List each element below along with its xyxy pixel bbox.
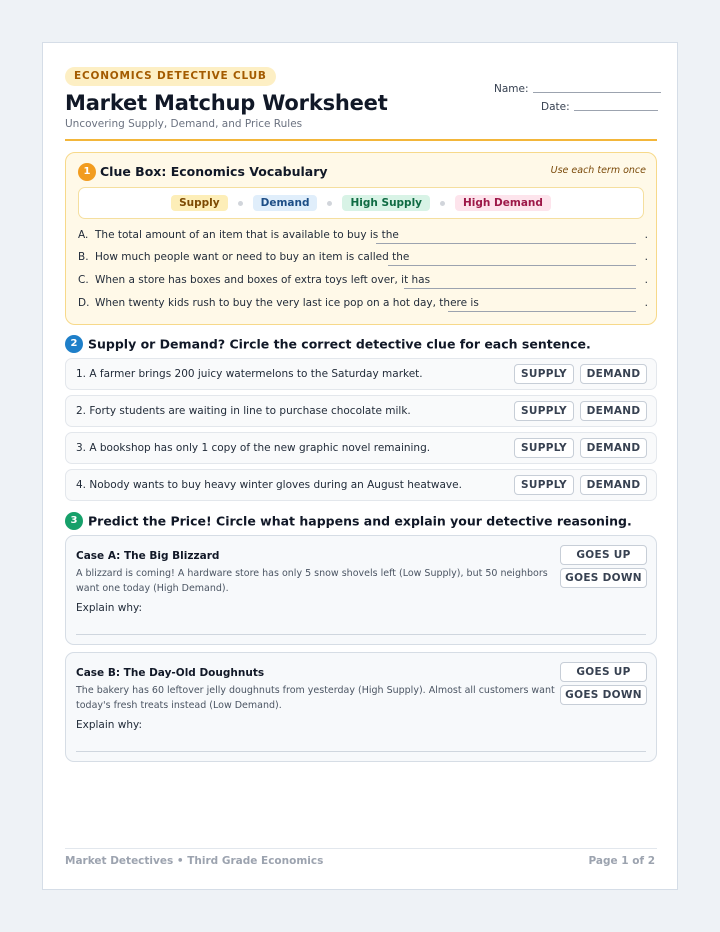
step-number-1: 1	[78, 163, 96, 181]
question-text: 3. A bookshop has only 1 copy of the new graphic novel remaining.	[76, 442, 431, 454]
case-card-b	[65, 652, 657, 762]
vocab-item-c	[78, 274, 648, 290]
vocab-end: .	[644, 297, 648, 309]
date-line[interactable]	[574, 110, 658, 111]
question-text: 2. Forty students are waiting in line to purchase chocolate milk.	[76, 405, 411, 417]
case-description: A blizzard is coming! A hardware store has only 5 snow shovels left (Low Supply), but 50 neighbors want one today (High Demand).	[76, 568, 548, 594]
name-line[interactable]	[533, 92, 661, 93]
vocab-end: .	[644, 251, 648, 263]
case-title: Case B: The Day-Old Doughnuts	[76, 667, 265, 679]
supply-choice[interactable]: SUPPLY	[514, 364, 574, 384]
footer-credit: Market Detectives • Third Grade Economics	[65, 855, 324, 867]
term-demand: Demand	[253, 195, 318, 211]
question-row	[65, 358, 657, 390]
vocab-letter: D.	[78, 297, 90, 309]
supply-choice[interactable]: SUPPLY	[514, 401, 574, 421]
separator-dot	[238, 201, 243, 206]
page-number: Page 1 of 2	[588, 855, 655, 867]
date-field[interactable]	[541, 101, 658, 113]
vocab-text: How much people want or need to buy an item is called the	[95, 251, 410, 263]
vocab-text: The total amount of an item that is available to buy is the	[95, 229, 399, 241]
vocab-end: .	[644, 274, 648, 286]
date-label: Date:	[541, 101, 570, 113]
goes-down-choice[interactable]: GOES DOWN	[560, 568, 647, 588]
vocab-item-d	[78, 297, 648, 313]
page-title: Market Matchup Worksheet	[65, 91, 388, 115]
section-3-title: Predict the Price! Circle what happens and explain your detective reasoning.	[88, 513, 632, 529]
term-high-demand: High Demand	[455, 195, 551, 211]
question-text: 1. A farmer brings 200 juicy watermelons to the Saturday market.	[76, 368, 423, 380]
vocab-text: When a store has boxes and boxes of extra toys left over, it has	[95, 274, 431, 286]
clue-box-title: Clue Box: Economics Vocabulary	[100, 164, 328, 179]
demand-choice[interactable]: DEMAND	[580, 401, 647, 421]
vocab-item-b	[78, 251, 648, 267]
goes-up-choice[interactable]: GOES UP	[560, 545, 647, 565]
step-number-3: 3	[65, 512, 83, 530]
question-row	[65, 469, 657, 501]
supply-choice[interactable]: SUPPLY	[514, 438, 574, 458]
explain-answer-line[interactable]	[76, 751, 646, 752]
goes-up-choice[interactable]: GOES UP	[560, 662, 647, 682]
vocab-item-a	[78, 229, 648, 245]
term-high-supply: High Supply	[342, 195, 430, 211]
club-badge: ECONOMICS DETECTIVE CLUB	[65, 67, 276, 86]
answer-line[interactable]	[404, 288, 636, 289]
demand-choice[interactable]: DEMAND	[580, 438, 647, 458]
case-card-a	[65, 535, 657, 645]
section-2-title: Supply or Demand? Circle the correct detective clue for each sentence.	[88, 336, 591, 352]
footer-divider	[65, 848, 657, 849]
step-number-2: 2	[65, 335, 83, 353]
answer-line[interactable]	[448, 311, 636, 312]
question-text: 4. Nobody wants to buy heavy winter gloves during an August heatwave.	[76, 479, 462, 491]
separator-dot	[327, 201, 332, 206]
section-2-heading	[65, 335, 591, 353]
case-title: Case A: The Big Blizzard	[76, 550, 220, 562]
explain-label: Explain why:	[76, 602, 143, 614]
case-description: The bakery has 60 leftover jelly doughnuts from yesterday (High Supply). Almost all customers want today's fresh treats instead (Low Demand).	[76, 685, 555, 711]
name-field[interactable]	[494, 83, 661, 95]
vocab-letter: A.	[78, 229, 89, 241]
demand-choice[interactable]: DEMAND	[580, 475, 647, 495]
vocab-end: .	[644, 229, 648, 241]
vocab-text: When twenty kids rush to buy the very last ice pop on a hot day, there is	[95, 297, 479, 309]
name-label: Name:	[494, 83, 529, 95]
explain-answer-line[interactable]	[76, 634, 646, 635]
separator-dot	[440, 201, 445, 206]
page-subtitle: Uncovering Supply, Demand, and Price Rules	[65, 118, 303, 130]
question-row	[65, 432, 657, 464]
term-bank	[78, 187, 644, 219]
clue-box	[65, 152, 657, 325]
clue-box-note: Use each term once	[550, 165, 646, 176]
section-3-heading	[65, 512, 632, 530]
header-divider	[65, 139, 657, 141]
goes-down-choice[interactable]: GOES DOWN	[560, 685, 647, 705]
vocab-letter: B.	[78, 251, 89, 263]
question-row	[65, 395, 657, 427]
explain-label: Explain why:	[76, 719, 143, 731]
demand-choice[interactable]: DEMAND	[580, 364, 647, 384]
worksheet-page	[42, 42, 678, 890]
answer-line[interactable]	[376, 243, 636, 244]
term-supply: Supply	[171, 195, 228, 211]
supply-choice[interactable]: SUPPLY	[514, 475, 574, 495]
vocab-letter: C.	[78, 274, 89, 286]
answer-line[interactable]	[388, 265, 636, 266]
